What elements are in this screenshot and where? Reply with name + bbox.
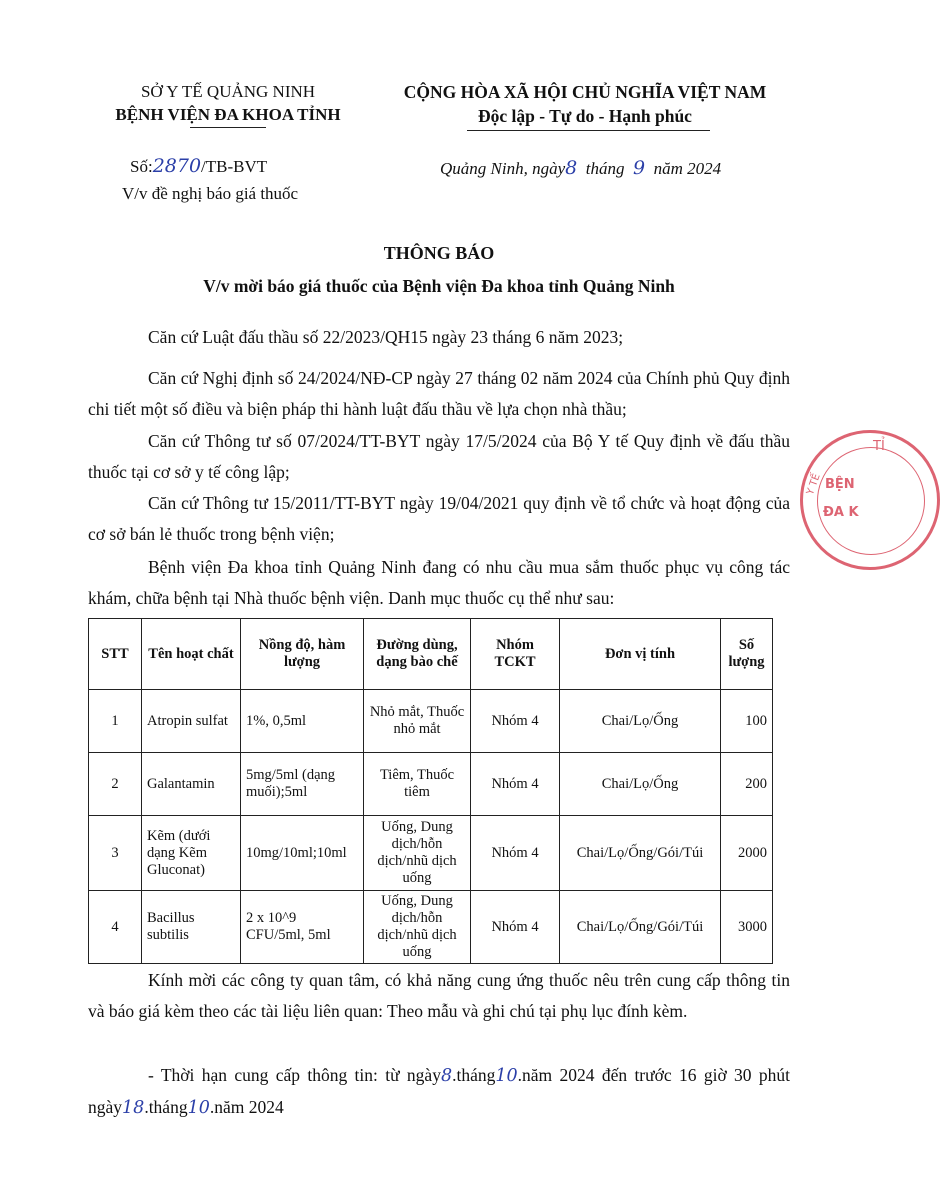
deadline-text-1: - Thời hạn cung cấp thông tin: từ ngày — [148, 1065, 441, 1085]
deadline-day-start-handwritten: 8 — [440, 1066, 453, 1086]
table-row — [89, 690, 773, 753]
col-header-active-ingredient: Tên hoạt chất — [142, 619, 241, 690]
col-header-quantity: Số lượng — [721, 619, 773, 690]
deadline-day-end-handwritten: 18 — [122, 1098, 145, 1118]
nation-underline — [467, 130, 710, 131]
paragraph-text: Bệnh viện Đa khoa tỉnh Quảng Ninh đang có nhu cầu mua sắm thuốc phục vụ công tác khám, chữa bệnh tại Nhà thuốc bệnh viện. Danh mục thuốc cụ thể như sau: — [88, 557, 790, 608]
table-row — [89, 816, 773, 891]
cell-strength: 2 x 10^9 CFU/5ml, 5ml — [241, 891, 364, 964]
cell-route-form: Uống, Dung dịch/hỗn dịch/nhũ dịch uống — [364, 816, 471, 891]
paragraph-legal-basis-4 — [88, 488, 790, 550]
paragraph-legal-basis-2 — [88, 363, 790, 425]
cell-unit: Chai/Lọ/Ống — [560, 753, 721, 816]
cell-stt: 2 — [89, 753, 142, 816]
cell-tckt-group: Nhóm 4 — [471, 891, 560, 964]
seal-text-mid: BỆN — [825, 477, 855, 492]
cell-stt: 1 — [89, 690, 142, 753]
cell-quantity: 200 — [721, 753, 773, 816]
medicine-table — [88, 618, 773, 964]
agency-line2: BỆNH VIỆN ĐA KHOA TỈNH — [115, 105, 341, 124]
doc-number-handwritten: 2870 — [152, 155, 202, 177]
col-header-unit: Đơn vị tính — [560, 619, 721, 690]
cell-tckt-group: Nhóm 4 — [471, 753, 560, 816]
deadline-month-start-handwritten: 10 — [495, 1066, 518, 1086]
cell-strength: 10mg/10ml;10ml — [241, 816, 364, 891]
date-month-handwritten: 9 — [632, 157, 646, 179]
cell-stt: 3 — [89, 816, 142, 891]
doc-subtitle: V/v mời báo giá thuốc của Bệnh viện Đa khoa tỉnh Quảng Ninh — [203, 276, 675, 296]
col-header-route-form: Đường dùng, dạng bào chế — [364, 619, 471, 690]
date-day-handwritten: 8 — [565, 157, 578, 179]
deadline-text-4: .tháng — [144, 1097, 188, 1117]
seal-text-left: Y TẾ — [804, 472, 823, 497]
cell-active-ingredient: Galantamin — [142, 753, 241, 816]
date-year: năm 2024 — [653, 159, 722, 178]
doc-number-suffix: /TB-BVT — [201, 157, 268, 176]
agency-header — [88, 80, 368, 126]
cell-unit: Chai/Lọ/Ống/Gói/Túi — [560, 816, 721, 891]
paragraph-text: Căn cứ Thông tư số 07/2024/TT-BYT ngày 17/5/2024 của Bộ Y tế Quy định về đấu thầu thuốc tại cơ sở y tế công lập; — [88, 431, 790, 482]
cell-strength: 1%, 0,5ml — [241, 690, 364, 753]
doc-number — [130, 155, 267, 177]
cell-tckt-group: Nhóm 4 — [471, 816, 560, 891]
cell-quantity: 3000 — [721, 891, 773, 964]
nation-line2: Độc lập - Tự do - Hạnh phúc — [478, 106, 692, 126]
col-header-tckt-group: Nhóm TCKT — [471, 619, 560, 690]
cell-quantity: 2000 — [721, 816, 773, 891]
paragraph-invitation — [88, 965, 790, 1027]
doc-title: THÔNG BÁO — [383, 243, 495, 263]
cell-stt: 4 — [89, 891, 142, 964]
table-row — [89, 753, 773, 816]
seal-inner-ring — [817, 447, 925, 555]
table-row — [89, 891, 773, 964]
seal-text-low: ĐA K — [823, 505, 859, 520]
col-header-stt: STT — [89, 619, 142, 690]
deadline-text-3: .năm 2024 đến trước 16 giờ 30 phút ngày — [88, 1065, 790, 1117]
cell-route-form: Uống, Dung dịch/hỗn dịch/nhũ dịch uống — [364, 891, 471, 964]
doc-number-prefix: Số: — [130, 157, 153, 176]
agency-underline — [190, 127, 266, 128]
date-prefix: Quảng Ninh, ngày — [440, 159, 566, 178]
issue-date — [440, 157, 721, 179]
nation-header — [385, 80, 785, 128]
cell-tckt-group: Nhóm 4 — [471, 690, 560, 753]
seal-text-top: TỈ — [873, 439, 885, 454]
cell-quantity: 100 — [721, 690, 773, 753]
cell-active-ingredient: Bacillus subtilis — [142, 891, 241, 964]
cell-route-form: Tiêm, Thuốc tiêm — [364, 753, 471, 816]
agency-line1: SỞ Y TẾ QUẢNG NINH — [140, 82, 316, 101]
table-header-row — [89, 619, 773, 690]
cell-active-ingredient: Atropin sulfat — [142, 690, 241, 753]
paragraph-text: Căn cứ Nghị định số 24/2024/NĐ-CP ngày 27 tháng 02 năm 2024 của Chính phủ Quy định chi tiết một số điều và biện pháp thi hành luật đấu thầu về lựa chọn nhà thầu; — [88, 368, 790, 419]
date-month-label: tháng — [585, 159, 625, 178]
cell-strength: 5mg/5ml (dạng muối);5ml — [241, 753, 364, 816]
cell-unit: Chai/Lọ/Ống — [560, 690, 721, 753]
cell-active-ingredient: Kẽm (dưới dạng Kẽm Gluconat) — [142, 816, 241, 891]
paragraph-text: Căn cứ Thông tư 15/2011/TT-BYT ngày 19/04/2021 quy định về tổ chức và hoạt động của cơ sở bán lẻ thuốc trong bệnh viện; — [88, 493, 790, 544]
paragraph-legal-basis-3 — [88, 426, 790, 488]
cell-unit: Chai/Lọ/Ống/Gói/Túi — [560, 891, 721, 964]
paragraph-legal-basis-1 — [88, 322, 790, 353]
deadline-text-2: .tháng — [452, 1065, 496, 1085]
paragraph-request — [88, 552, 790, 614]
nation-line1: CỘNG HÒA XÃ HỘI CHỦ NGHĨA VIỆT NAM — [403, 82, 767, 102]
cell-route-form: Nhỏ mắt, Thuốc nhỏ mắt — [364, 690, 471, 753]
official-seal-stamp — [800, 430, 940, 570]
col-header-strength: Nồng độ, hàm lượng — [241, 619, 364, 690]
paragraph-text: Kính mời các công ty quan tâm, có khả năng cung ứng thuốc nêu trên cung cấp thông tin và báo giá kèm theo các tài liệu liên quan: Theo mẫu và ghi chú tại phụ lục đính kèm. — [88, 970, 790, 1021]
deadline-text-5: .năm 2024 — [209, 1097, 284, 1117]
paragraph-deadline — [88, 1060, 790, 1124]
paragraph-text: Căn cứ Luật đấu thầu số 22/2023/QH15 ngày 23 tháng 6 năm 2023; — [148, 327, 624, 347]
deadline-month-end-handwritten: 10 — [187, 1098, 210, 1118]
doc-subject: V/v đề nghị báo giá thuốc — [122, 184, 299, 203]
